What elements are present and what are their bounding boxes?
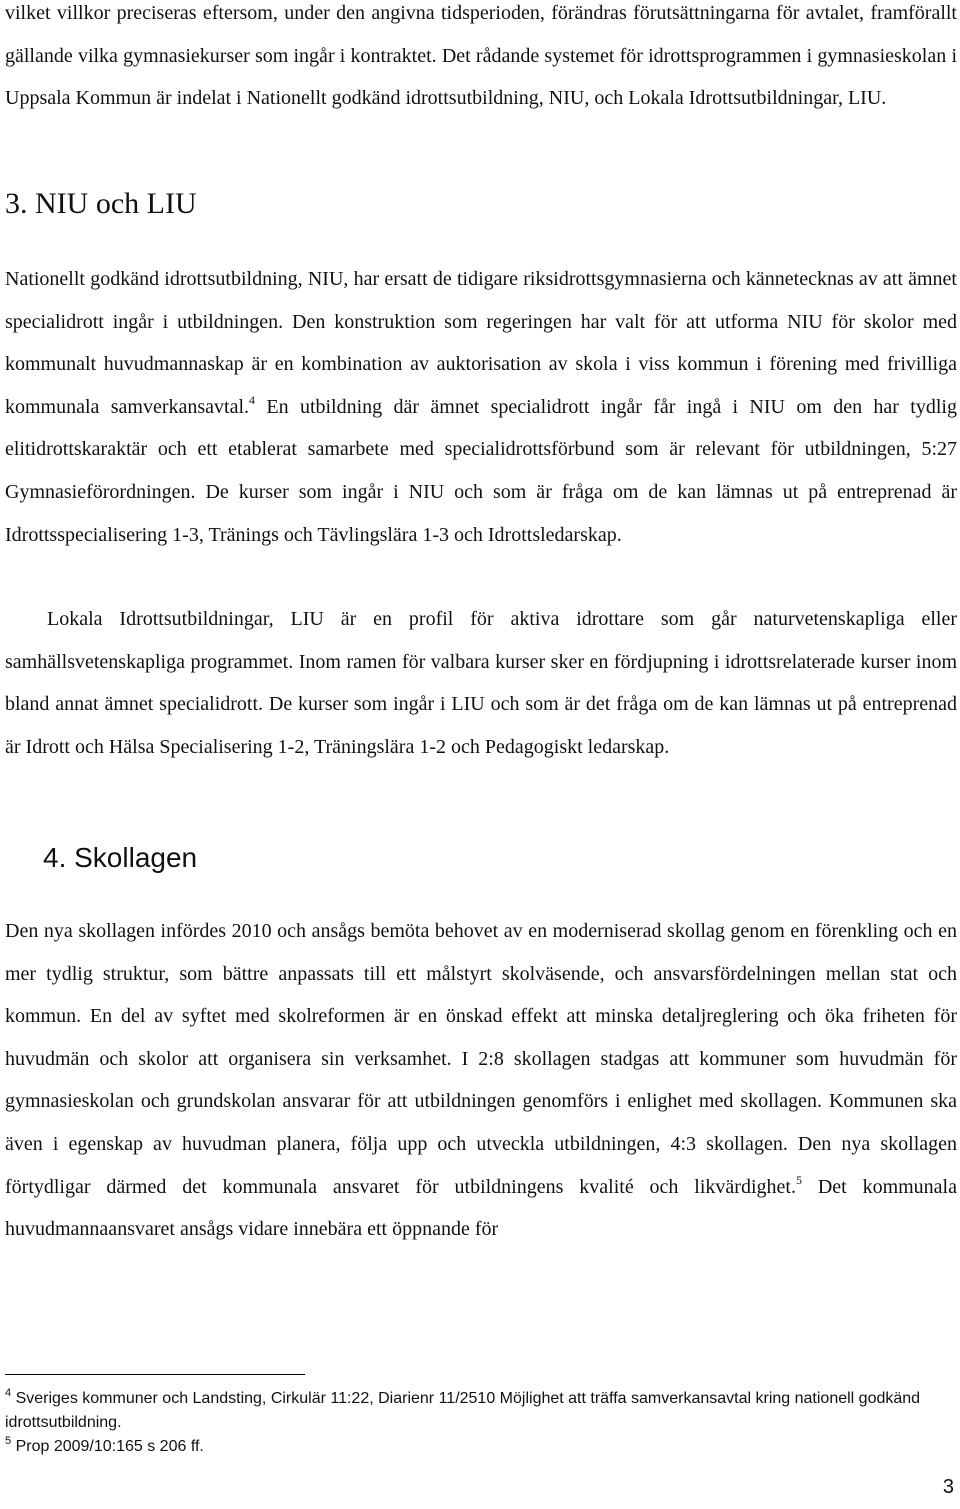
paragraph-text: Nationellt godkänd idrottsutbildning, NIU, har ersatt de tidigare riksidrottsgymnasierna och kännetecknas av att ämnet specialidrott ingår i utbildningen. Den konstruktion som regeringen har valt för att utforma NIU för skolor med kommunalt huvudmannaskap är en kombination av auktorisation av skola i viss kommun i förening med frivilliga kommunala samverkansavtal. — [5, 268, 957, 418]
footnote-number: 5 — [5, 1435, 12, 1447]
footnote-text: Prop 2009/10:165 s 206 ff. — [11, 1438, 204, 1455]
paragraph-text: Den nya skollagen infördes 2010 och ansågs bemöta behovet av en moderniserad skollag genom en förenkling och en mer tydlig struktur, som bättre anpassats till ett målstyrt skolväsende, och ansvarsfördelningen mellan stat och kommun. En del av syftet med skolreformen är en önskad effekt att minska detaljreglering och öka friheten för huvudmän och skolor att organisera sin verksamhet. I 2:8 skollagen stadgas att kommuner som huvudmän för gymnasieskolan och grundskolan ansvarar för att utbildningen genomförs i enlighet med skollagen. Kommunen ska även i egenskap av huvudman planera, följa upp och utveckla utbildningen, 4:3 skollagen. Den nya skollagen förtydligar därmed det kommunala ansvaret för utbildningens kvalité och likvärdighet. — [5, 920, 957, 1198]
footnotes — [5, 1387, 957, 1459]
paragraph-liu — [5, 598, 957, 768]
paragraph-skollagen — [5, 910, 957, 1251]
paragraph-text: En utbildning där ämnet specialidrott ingår får ingå i NIU om den har tydlig elitidrottskaraktär och ett etablerat samarbete med specialidrottsförbund som är relevant för utbildningen, 5:27 Gymnasieförordningen. De kurser som ingår i NIU och som är fråga om de kan lämnas ut på entreprenad är Idrottsspecialisering 1-3, Tränings och Tävlingslära 1-3 och Idrottsledarskap. — [5, 395, 957, 546]
section-heading-4: 4. Skollagen — [43, 842, 198, 873]
footnote-divider — [5, 1374, 305, 1375]
footnote-ref-4: 4 — [249, 392, 256, 407]
footnote-text: Sveriges kommuner och Landsting, Cirkulär 11:22, Diarienr 11/2510 Möjlighet att träffa samverkansavtal kring nationell godkänd idrottsutbildning. — [5, 1390, 921, 1431]
footnote-4 — [5, 1387, 957, 1435]
footnote-ref-5: 5 — [795, 1172, 802, 1187]
paragraph-continued — [5, 0, 957, 120]
footnote-5 — [5, 1435, 957, 1459]
paragraph-text: vilket villkor preciseras eftersom, under den angivna tidsperioden, förändras förutsättningarna för avtalet, framförallt gällande vilka gymnasiekurser som ingår i kontraktet. Det rådande systemet för idrottsprogrammen i gymnasieskolan i Uppsala Kommun är indelat i Nationellt godkänd idrottsutbildning, NIU, och Lokala Idrottsutbildningar, LIU. — [5, 2, 957, 110]
footnote-number: 4 — [5, 1387, 12, 1399]
section-heading-3: 3. NIU och LIU — [5, 187, 197, 220]
page-number: 3 — [942, 1476, 954, 1498]
paragraph-text: Det kommunala huvudmannaansvaret ansågs vidare innebära ett öppnande för — [5, 1175, 957, 1241]
paragraph-niu — [5, 258, 957, 556]
paragraph-text: Lokala Idrottsutbildningar, LIU är en profil för aktiva idrottare som går naturvetenskapliga eller samhällsvetenskapliga programmet. Inom ramen för valbara kurser sker en fördjupning i idrottsrelaterade kurser inom bland annat ämnet specialidrott. De kurser som ingår i LIU och som är det fråga om de kan lämnas ut på entreprenad är Idrott och Hälsa Specialisering 1-2, Träningslära 1-2 och Pedagogiskt ledarskap. — [5, 608, 957, 758]
